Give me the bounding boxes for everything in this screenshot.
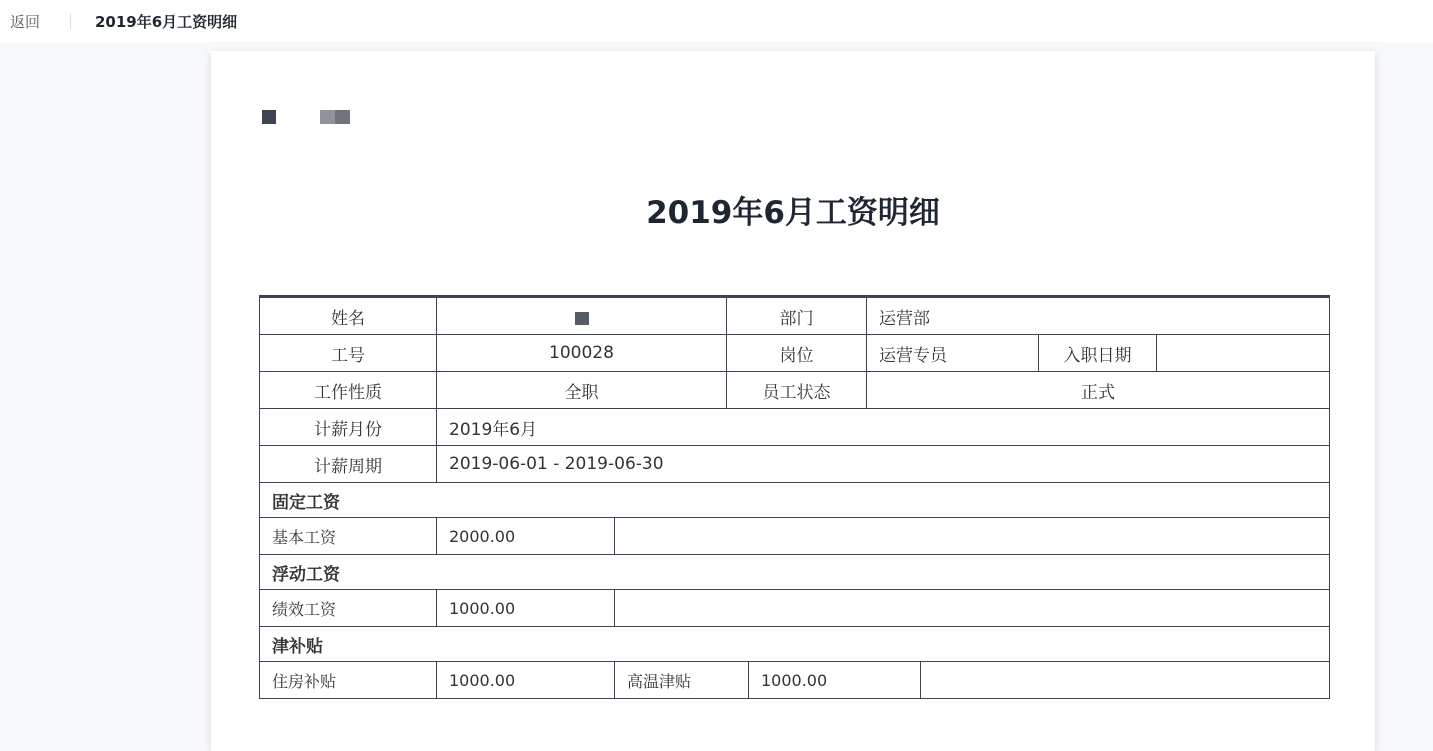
section-title: 固定工资 — [260, 483, 1330, 518]
table-row — [260, 590, 1330, 627]
pay-month-label: 计薪月份 — [260, 409, 437, 446]
logo-mark — [262, 110, 276, 124]
status-label: 员工状态 — [727, 372, 867, 409]
document-title: 2019年6月工资明细 — [646, 195, 940, 231]
hire-date-label: 入职日期 — [1039, 335, 1157, 372]
logo-text-redacted — [320, 110, 350, 124]
item-label: 基本工资 — [260, 518, 437, 555]
payslip-document — [211, 51, 1375, 751]
name-value — [437, 297, 727, 335]
id-value: 100028 — [437, 335, 727, 372]
item-label: 住房补贴 — [260, 662, 437, 699]
empty-cell — [615, 590, 1330, 627]
pay-month-value: 2019年6月 — [437, 409, 1330, 446]
hire-date-value — [1157, 335, 1330, 372]
table-row-id — [260, 335, 1330, 372]
table-row-name — [260, 297, 1330, 335]
back-link[interactable]: 返回 — [10, 13, 41, 31]
item-label: 绩效工资 — [260, 590, 437, 627]
header-divider — [70, 13, 71, 29]
section-fixed-salary — [260, 483, 1330, 518]
section-allowance — [260, 627, 1330, 662]
payslip-table — [259, 295, 1330, 699]
table-row-worktype — [260, 372, 1330, 409]
item-value: 1000.00 — [749, 662, 921, 699]
page-title: 2019年6月工资明细 — [95, 13, 238, 31]
pay-period-label: 计薪周期 — [260, 446, 437, 483]
section-title: 浮动工资 — [260, 555, 1330, 590]
table-row — [260, 662, 1330, 699]
empty-cell — [615, 518, 1330, 555]
dept-label: 部门 — [727, 297, 867, 335]
item-label: 高温津贴 — [615, 662, 749, 699]
table-row-pay-month — [260, 409, 1330, 446]
item-value: 1000.00 — [437, 662, 615, 699]
item-value: 2000.00 — [437, 518, 615, 555]
status-value: 正式 — [867, 372, 1330, 409]
table-row-pay-period — [260, 446, 1330, 483]
section-title: 津补贴 — [260, 627, 1330, 662]
table-row — [260, 518, 1330, 555]
pay-period-value: 2019-06-01 - 2019-06-30 — [437, 446, 1330, 483]
work-type-value: 全职 — [437, 372, 727, 409]
section-floating-salary — [260, 555, 1330, 590]
name-label: 姓名 — [260, 297, 437, 335]
position-label: 岗位 — [727, 335, 867, 372]
position-value: 运营专员 — [867, 335, 1039, 372]
work-type-label: 工作性质 — [260, 372, 437, 409]
empty-cell — [921, 662, 1330, 699]
redacted-name — [575, 312, 589, 325]
top-bar — [0, 0, 1433, 42]
dept-value: 运营部 — [867, 297, 1330, 335]
id-label: 工号 — [260, 335, 437, 372]
item-value: 1000.00 — [437, 590, 615, 627]
